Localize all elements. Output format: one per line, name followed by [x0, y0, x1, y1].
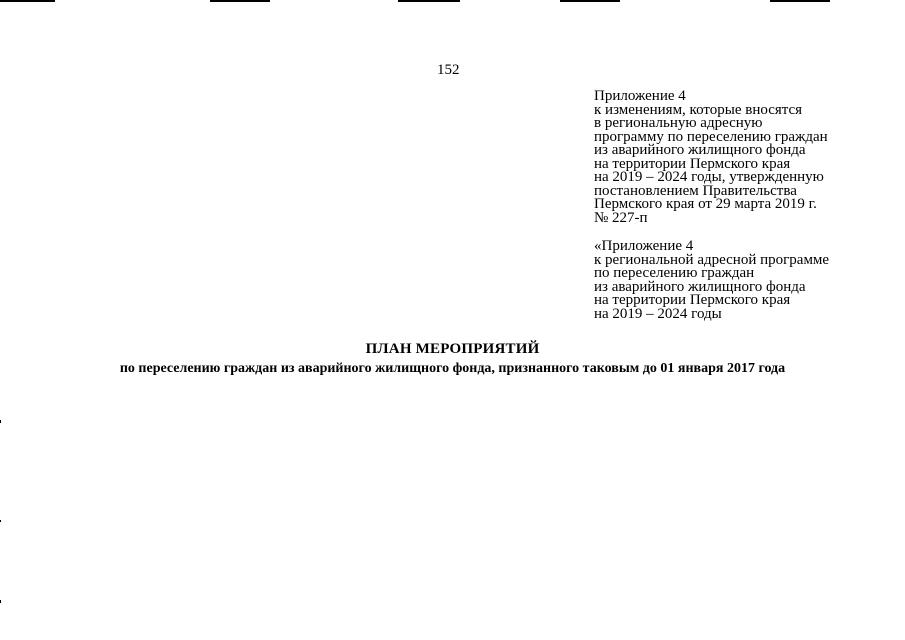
appendix-amendment-line: на 2019 – 2024 годы, утвержденную	[594, 169, 824, 185]
page-number: 152	[437, 62, 460, 78]
scan-edge-line	[0, 600, 1, 603]
scan-edge-line	[560, 0, 620, 2]
appendix-amendment-line: № 227-п	[594, 209, 648, 226]
scan-edge-line	[0, 520, 1, 522]
appendix-amendment-block	[594, 90, 894, 225]
appendix-amendment-line: постановлением Правительства	[594, 182, 797, 199]
plan-title: ПЛАН МЕРОПРИЯТИЙ	[365, 341, 540, 357]
scan-edge-line	[770, 0, 830, 2]
appendix-amendment-line: Приложение 4	[594, 88, 686, 104]
appendix-program-line: на территории Пермского края	[594, 292, 791, 308]
appendix-program-line: на 2019 – 2024 годы	[594, 305, 722, 322]
appendix-amendment-line: в региональную адресную	[594, 115, 763, 131]
plan-subtitle: по переселению граждан из аварийного жилищного фонда, признанного таковым до 01 января 2017 года	[119, 361, 786, 376]
appendix-amendment-line: из аварийного жилищного фонда	[594, 142, 806, 158]
scan-edge-line	[398, 0, 460, 2]
appendix-amendment-line: к изменениям, которые вносятся	[594, 101, 803, 118]
appendix-program-block	[594, 240, 894, 321]
appendix-program-line: по переселению граждан	[594, 265, 755, 281]
scan-edge-line	[210, 0, 270, 2]
appendix-amendment-line: программу по переселению граждан	[594, 128, 828, 145]
scan-edge-line	[0, 0, 55, 2]
appendix-program-line: к региональной адресной программе	[594, 251, 830, 268]
appendix-amendment-line: на территории Пермского края	[594, 155, 791, 172]
scan-edge-line	[0, 420, 1, 423]
appendix-program-line: из аварийного жилищного фонда	[594, 278, 806, 295]
appendix-amendment-line: Пермского края от 29 марта 2019 г.	[594, 196, 817, 212]
appendix-program-line: «Приложение 4	[594, 238, 694, 254]
